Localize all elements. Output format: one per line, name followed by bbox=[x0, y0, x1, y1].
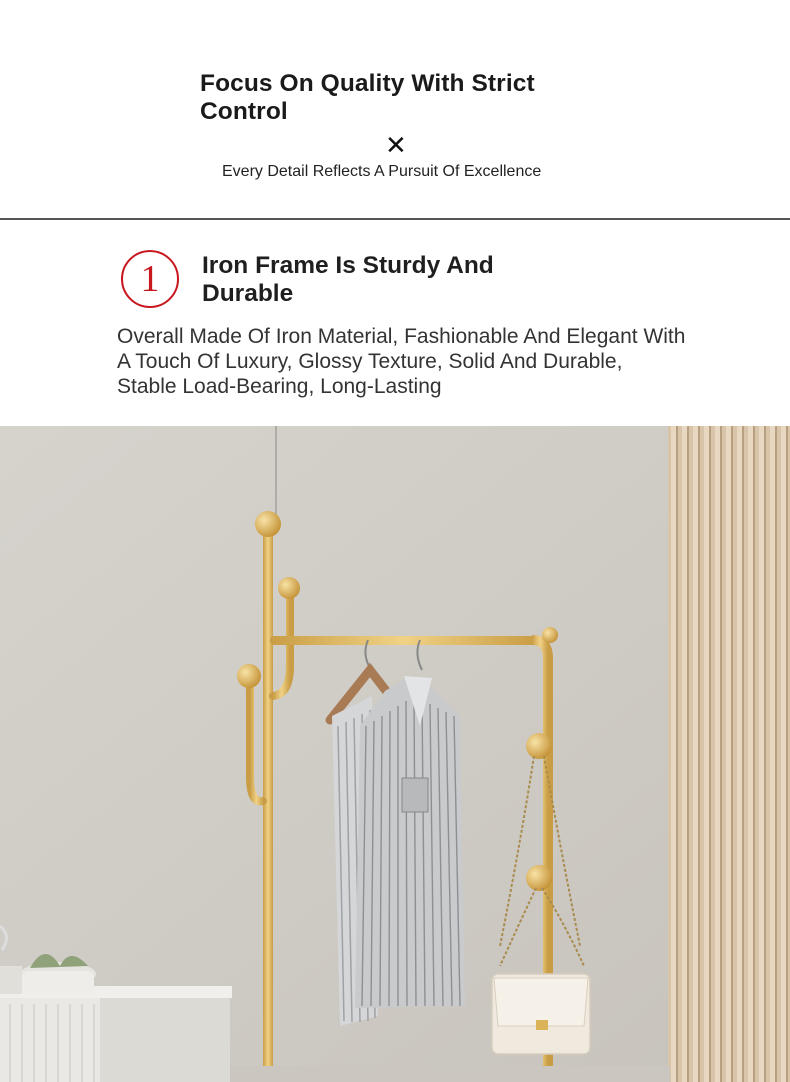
feature-description: Overall Made Of Iron Material, Fashionable And Elegant With A Touch Of Luxury, Glossy Texture, Solid And Durable, Stable Load-Bearing, Long-Lasting bbox=[117, 325, 686, 398]
product-photo bbox=[0, 426, 790, 1082]
feature-number-badge: 1 bbox=[121, 250, 179, 308]
feature-title: Iron Frame Is Sturdy And Durable bbox=[202, 252, 494, 307]
section-divider bbox=[0, 218, 790, 220]
header-subtitle: Every Detail Reflects A Pursuit Of Excellence bbox=[222, 163, 542, 180]
header-title: Focus On Quality With Strict Control bbox=[200, 70, 535, 125]
close-icon: ✕ bbox=[385, 130, 407, 160]
